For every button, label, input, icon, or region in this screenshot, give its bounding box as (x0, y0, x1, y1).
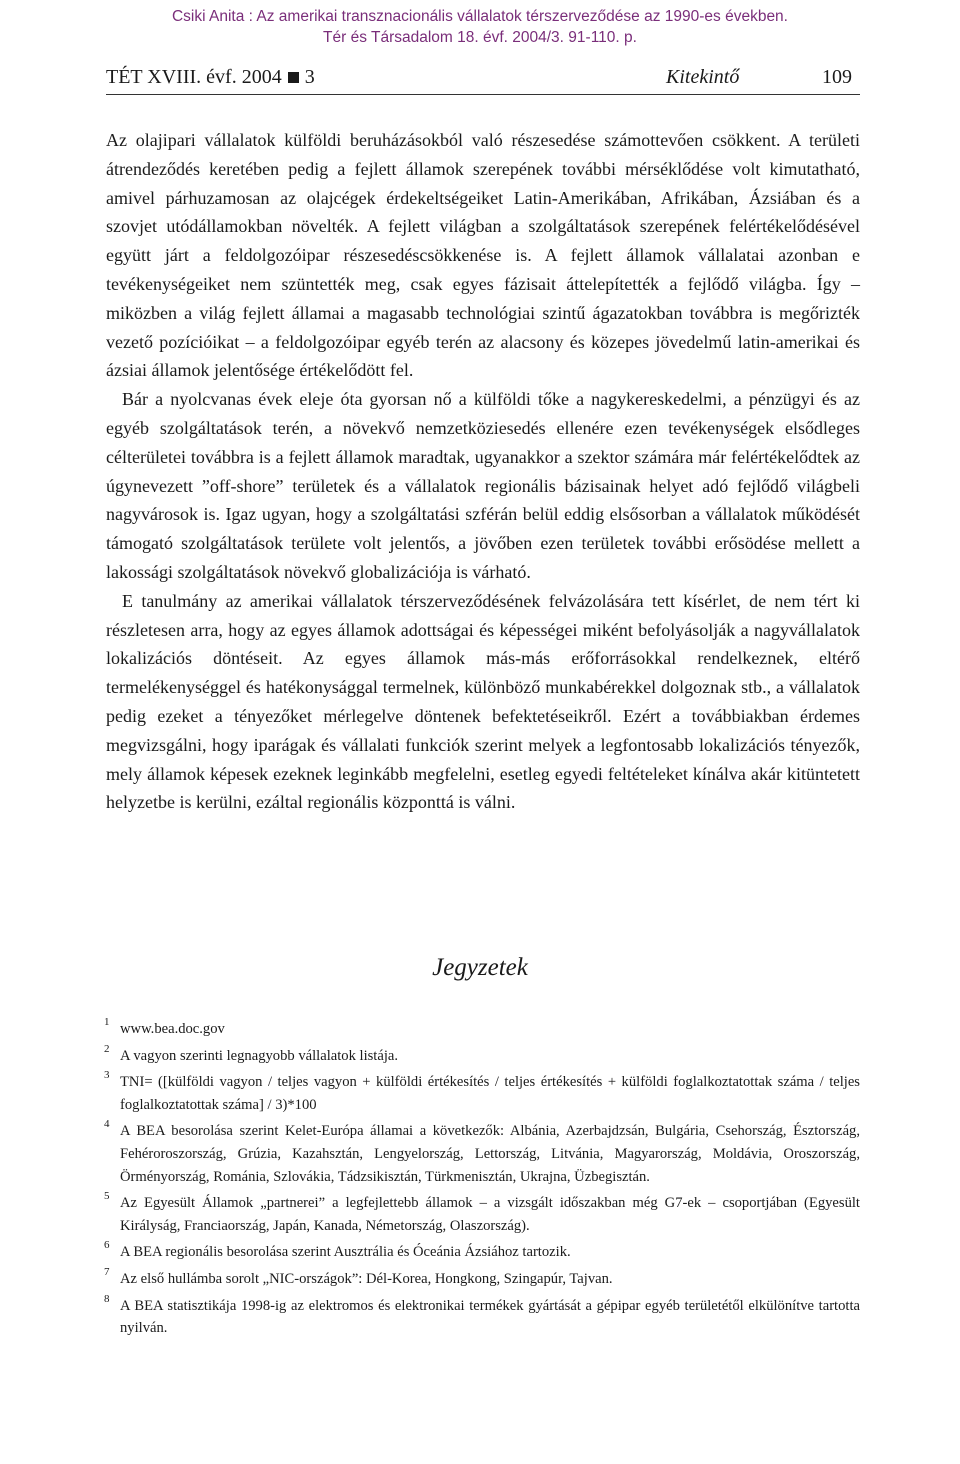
footnote-number: 6 (104, 1239, 110, 1252)
footnote-text: A BEA regionális besorolása szerint Ausztrália és Óceánia Ázsiához tartozik. (120, 1244, 571, 1261)
footnote (104, 1292, 860, 1340)
footnote-number: 4 (104, 1118, 110, 1131)
footnote (106, 1192, 860, 1237)
footnote (104, 1265, 860, 1291)
page-number: 109 (822, 66, 852, 88)
paragraph: Bár a nyolcvanas évek eleje óta gyorsan nő a külföldi tőke a nagykereskedelmi, a pénzügyi és az egyéb szolgáltatások terén, a növekvő nemzetköziesedés ellenére ezen tevékenységek elsődleges célterületei továbbra is a fejlett államok maradtak, ugyanakkor a szektor számára már felértékelődtek az úgynevezett ”off-shore” területek és a vállalatok regionális bázisainak helyet adó fejlődő világbeli nagyvárosok is. Igaz ugyan, hogy a szolgáltatási szférán belül eddig elsősorban a vállalatok működését támogató szolgáltatások területe volt jelentős, a jövőben ezen területek további erősödése mellett a lakossági szolgáltatások növekvő globalizációja is várható. (106, 389, 860, 582)
footnote-number: 5 (104, 1190, 110, 1203)
footnote (106, 1241, 860, 1264)
footnote-number: 3 (104, 1069, 110, 1082)
paragraph: E tanulmány az amerikai vállalatok térszerveződésének felvázolására tett kísérlet, de nem tért ki részletesen arra, hogy az egyes államok adottságai és képességei miként befolyásolják a nagyvállalatok lokalizációs döntéseit. Az egyes államok más-más erőforrásokkal rendelkeznek, eltérő termelékenységgel és hatékonysággal termelnek, különböző munkabérekkel dolgoznak stb., a vállalatok pedig ezeket a tényezőket mérlegelve döntenek befektetéseikről. Ezért a továbbiakban érdemes megvizsgálni, hogy iparágak és vállalati funkciók szerint melyek a legfontosabb lokalizációs tényezők, mely államok képesek ezeknek leginkább megfelelni, esetleg egyedi feltételeket kínálva akár kitüntetett helyzetbe is kerülni, ezáltal regionális központtá is válni. (106, 590, 860, 813)
footnote (106, 1120, 860, 1188)
footnote-number: 2 (104, 1042, 110, 1055)
footnotes-list (106, 1014, 860, 1340)
citation-line-1: Csiki Anita : Az amerikai transznacionális vállalatok térszerveződése az 1990-es években. (171, 8, 788, 25)
footnote-text: TNI= ([külföldi vagyon / teljes vagyon + külföldi értékesítés / teljes értékesítés + külföldi foglalkoztatottak száma / teljes foglalkoztatottak száma] / 3)*100 (120, 1074, 860, 1113)
footnote-number: 7 (104, 1265, 110, 1278)
citation-line-2: Tér és Társadalom 18. évf. 2004/3. 91-110. p. (323, 29, 637, 46)
square-bullet-icon (288, 72, 299, 83)
footnote (106, 1018, 860, 1041)
footnote-text: Az első hullámba sorolt „NIC-országok”: Dél-Korea, Hongkong, Szingapúr, Tajvan. (120, 1270, 613, 1287)
running-header (106, 64, 860, 95)
issue-number: 3 (304, 66, 315, 88)
section-name: Kitekintő (666, 66, 740, 88)
citation-header (0, 6, 960, 48)
footnote-text: A BEA besorolása szerint Kelet-Európa államai a következők: Albánia, Azerbajdzsán, Bulgária, Csehország, Észtország, Fehéroroszország, Grúzia, Kazahsztán, Lengyelország, Lettország, Litvánia, Magyarország, Moldávia, Oroszország, Örményország, Románia, Szlovákia, Tádzsikisztán, Türkmenisztán, Ukrajna, Üzbegisztán. (120, 1123, 860, 1185)
footnote (106, 1071, 860, 1116)
footnote-number: 1 (104, 1016, 110, 1028)
journal-name: TÉT XVIII. évf. 2004 (106, 66, 282, 88)
footnote-number: 8 (104, 1292, 110, 1305)
body-text (106, 126, 860, 817)
journal-label (106, 66, 315, 89)
footnote-text: Az Egyesült Államok „partnerei” a legfejlettebb államok – a vizsgált időszakban még G7-ek – csoportjában (Egyesült Királyság, Franciaország, Japán, Kanada, Németország, Olaszország). (120, 1195, 860, 1234)
footnote (104, 1042, 860, 1068)
footnote-text: A BEA statisztikája 1998-ig az elektromos és elektronikai termékek gyártását a gépipar egyéb területétől elkülönítve tartotta nyilván. (120, 1297, 860, 1337)
paragraph: Az olajipari vállalatok külföldi beruházásokból való részesedése számottevően csökkent. A területi átrendeződés keretében pedig a fejlett államok szerepének további mérséklődése volt kimutatható, amivel párhuzamosan az olajcégek érdekeltségeiket Latin-Amerikában, Afrikában, Ázsiában és a szovjet utódállamokban növelték. A fejlett világban a szolgáltatások szerepének felértékelődésével együtt járt a feldolgozóipar részesedéscsökkenése is. A fejlett államok vállalatai azonban e tevékenységeiket nem szüntették meg, csak egyes fázisait áttelepítették a fejlődő világba. Így – miközben a világ fejlett államai a magasabb technológiai szintű ágazatokban továbbra is megőrizték vezető pozícióikat – a feldolgozóipar egyéb terén az alacsony és közepes jövedelmű latin-amerikai és ázsiai államok jelentősége értékelődött fel. (106, 130, 860, 381)
notes-heading: Jegyzetek (432, 954, 528, 981)
footnote-text: A vagyon szerinti legnagyobb vállalatok listája. (120, 1047, 399, 1064)
footnote-text: www.bea.doc.gov (120, 1021, 225, 1037)
